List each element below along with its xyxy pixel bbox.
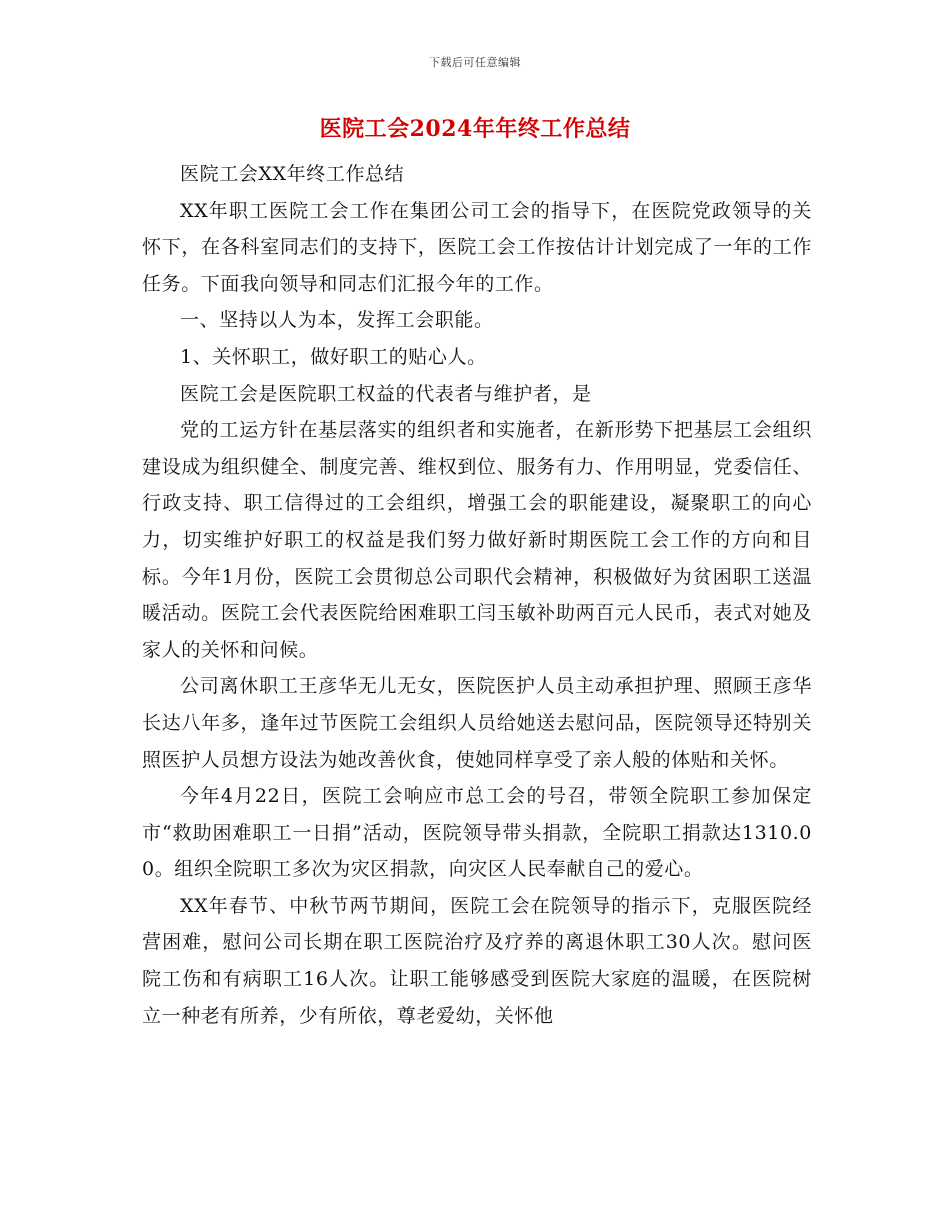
paragraph-intro: XX年职工医院工会工作在集团公司工会的指导下，在医院党政领导的关怀下，在各科室同志们的支持下，医院工会工作按估计计划完成了一年的工作任务。下面我向领导和同志们汇报今年的工作。 [142, 199, 812, 295]
paragraph: XX年春节、中秋节两节期间，医院工会在院领导的指示下，克服医院经营困难，慰问公司长期在职工医院治疗及疗养的离退休职工30人次。慰问医院工伤和有病职工16人次。让职工能够感受到医院大家庭的温暖，在医院树立一种老有所养，少有所依，尊老爱幼，关怀他 [142, 894, 812, 1027]
paragraph: 今年4月22日，医院工会响应市总工会的号召，带领全院职工参加保定市“救助困难职工一日捐”活动，医院领导带头捐款，全院职工捐款达1310.00。组织全院职工多次为灾区捐款，向灾区人民奉献自己的爱心。 [142, 785, 812, 881]
paragraph-subtitle: 医院工会XX年终工作总结 [180, 163, 405, 185]
document-title: 医院工会2024年年终工作总结 [319, 116, 631, 142]
subsection-heading: 1、关怀职工，做好职工的贴心人。 [180, 345, 487, 368]
document-body [142, 156, 812, 1034]
paragraph: 党的工运方针在基层落实的组织者和实施者，在新形势下把基层工会组织建设成为组织健全、制度完善、维权到位、服务有力、作用明显，党委信任、行政支持、职工信得过的工会组织，增强工会的职能建设，凝聚职工的向心力，切实维护好职工的权益是我们努力做好新时期医院工会工作的方向和目标。今年1月份，医院工会贯彻总公司职代会精神，积极做好为贫困职工送温暖活动。医院工会代表医院给困难职工闫玉敏补助两百元人民币，表式对她及家人的关怀和问候。 [142, 419, 812, 661]
paragraph: 公司离休职工王彦华无儿无女，医院医护人员主动承担护理、照顾王彦华长达八年多，逢年过节医院工会组织人员给她送去慰问品，医院领导还特别关照医护人员想方设法为她改善伙食，使她同样享受了亲人般的体贴和关怀。 [142, 675, 812, 771]
paragraph: 医院工会是医院职工权益的代表者与维护者，是 [180, 382, 592, 405]
header-note: 下载后可任意编辑 [429, 56, 521, 69]
section-heading: 一、坚持以人为本，发挥工会职能。 [180, 309, 494, 332]
